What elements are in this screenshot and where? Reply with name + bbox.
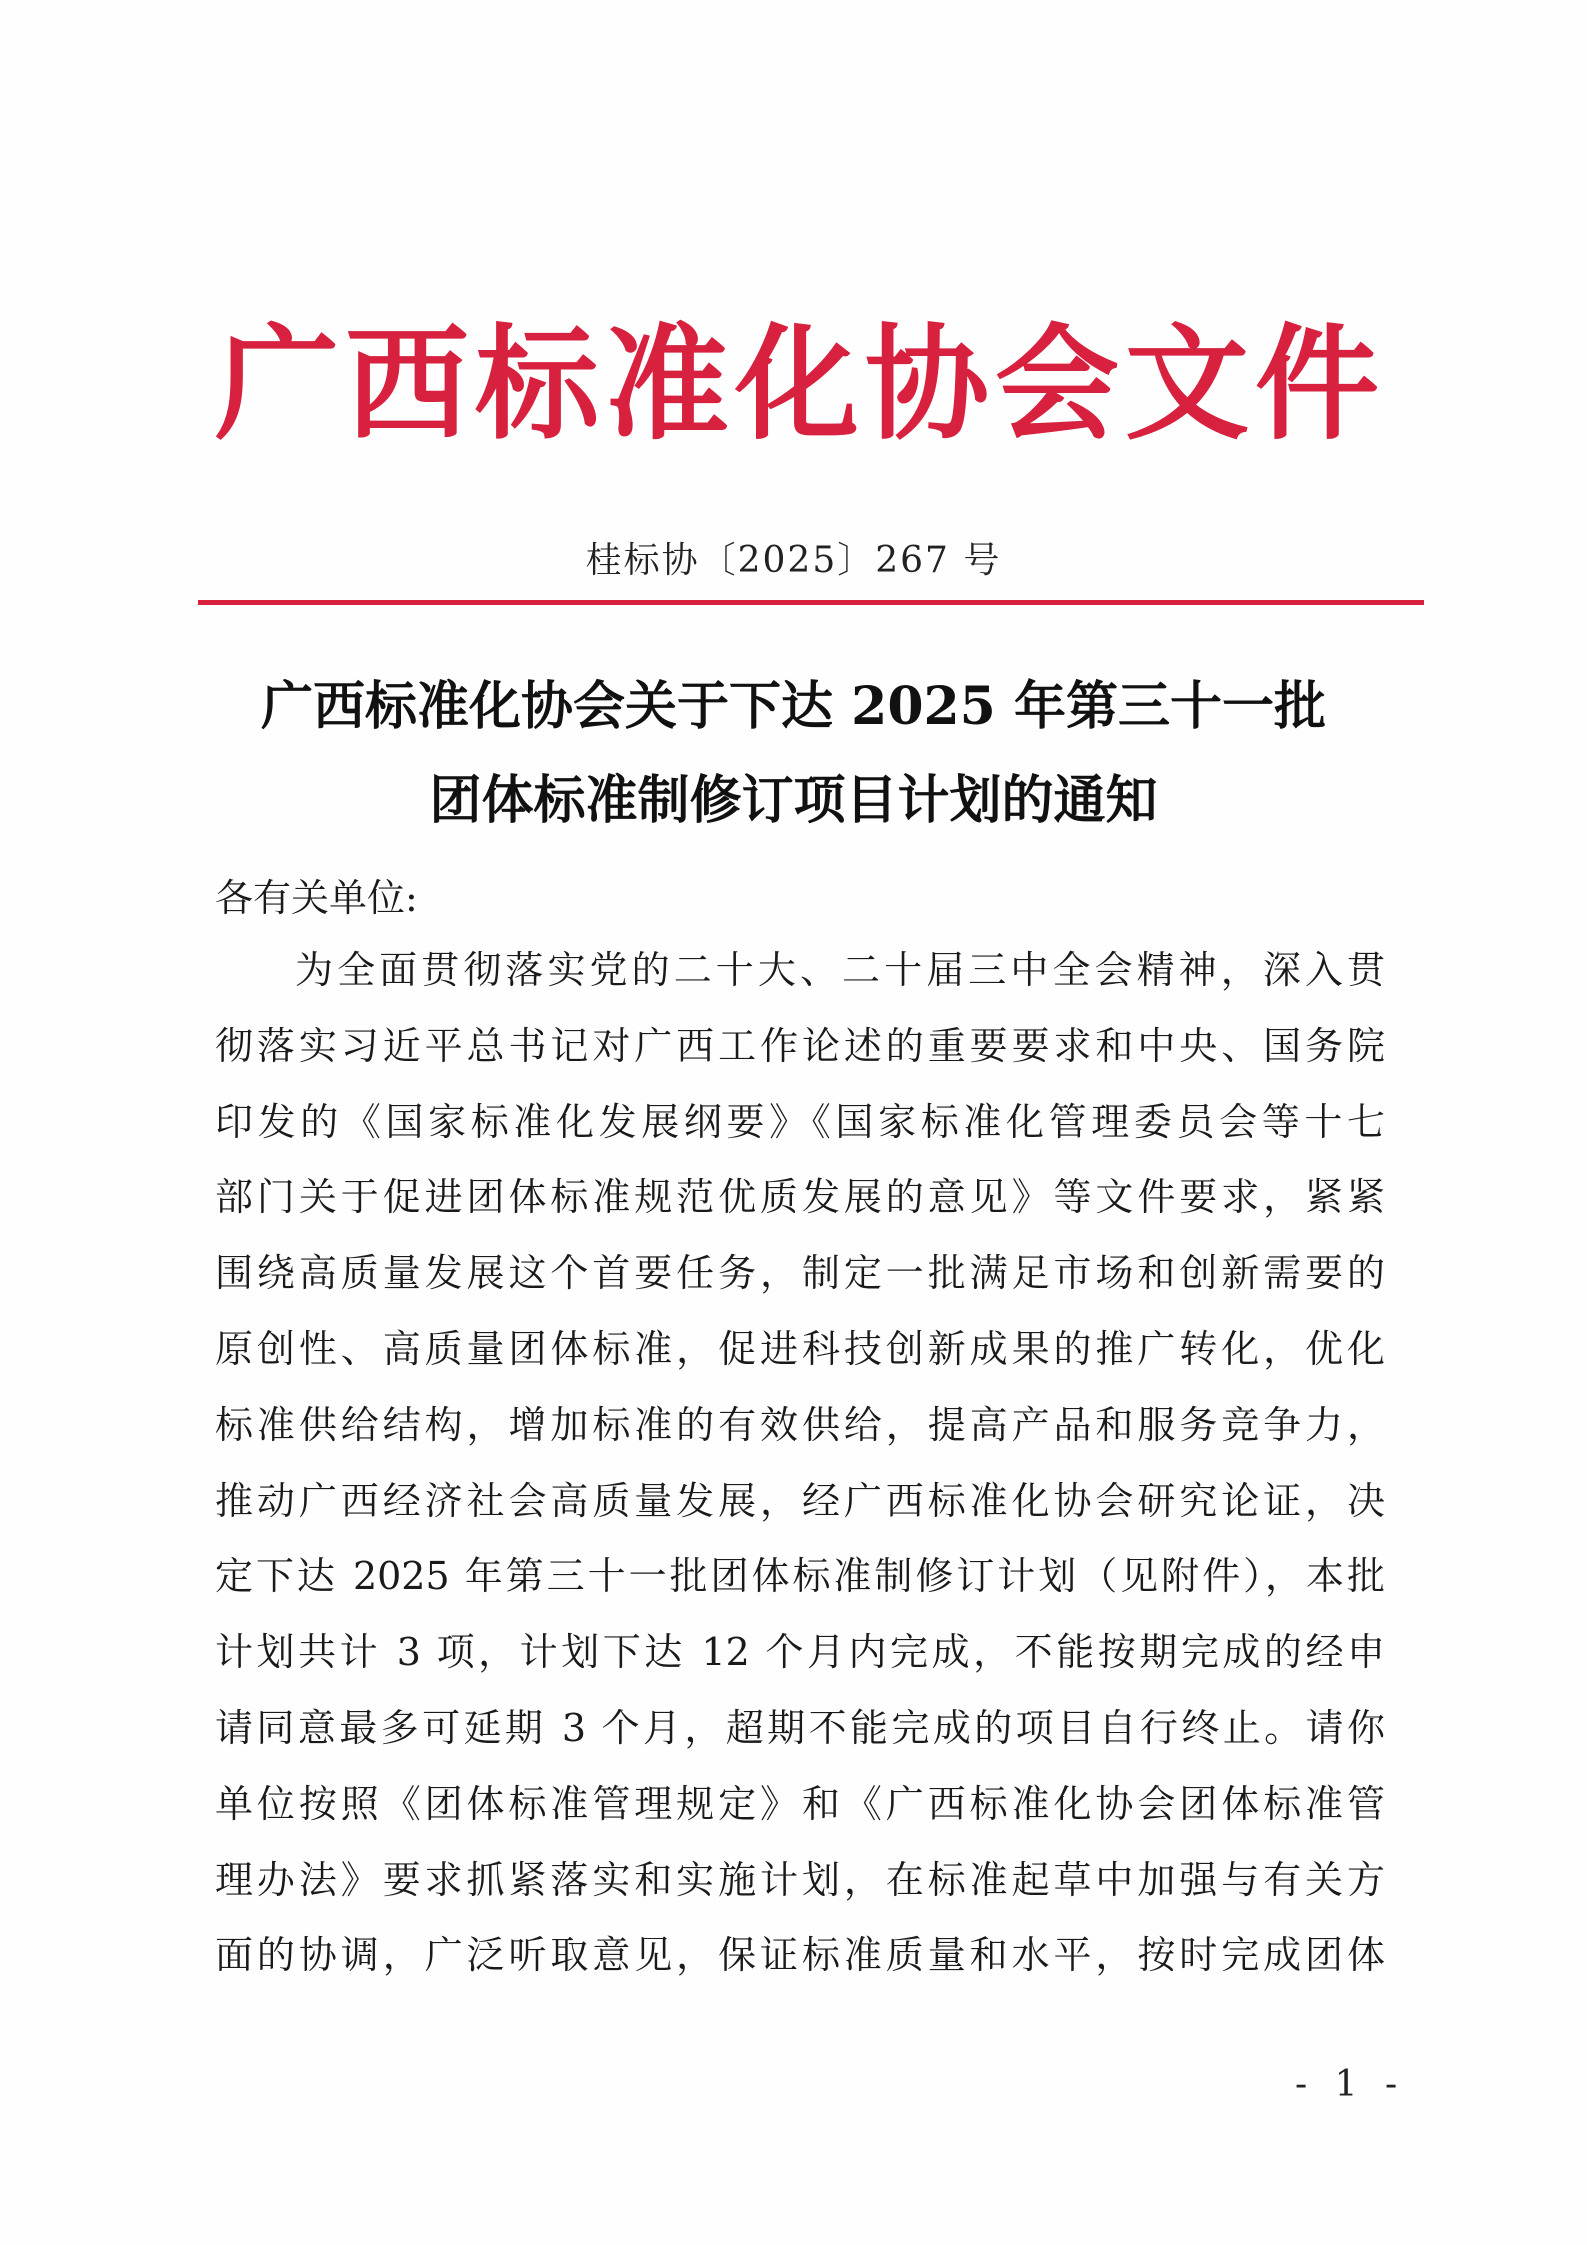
body-line: 印发的《国家标准化发展纲要》《国家标准化管理委员会等十七 [215, 1099, 1385, 1144]
notice-title [150, 660, 1437, 848]
body-line: 推动广西经济社会高质量发展，经广西标准化协会研究论证，决 [215, 1478, 1385, 1523]
red-divider-line [198, 600, 1424, 605]
body-line: 计划共计 3 项，计划下达 12 个月内完成，不能按期完成的经申 [215, 1630, 1385, 1675]
body-line: 定下达 2025 年第三十一批团体标准制修订计划（见附件），本批 [215, 1554, 1385, 1599]
body-line: 部门关于促进团体标准规范优质发展的意见》等文件要求，紧紧 [215, 1175, 1385, 1220]
body-line: 围绕高质量发展这个首要任务，制定一批满足市场和创新需要的 [215, 1251, 1385, 1296]
body-paragraph [215, 940, 1385, 2001]
masthead-title: 广西标准化协会文件 [214, 312, 1385, 457]
body-line: 为全面贯彻落实党的二十大、二十届三中全会精神，深入贯 [295, 948, 1385, 992]
body-line: 标准供给结构，增加标准的有效供给，提高产品和服务竞争力， [215, 1402, 1385, 1447]
body-line: 原创性、高质量团体标准，促进科技创新成果的推广转化，优化 [215, 1326, 1385, 1371]
body-line: 请同意最多可延期 3 个月，超期不能完成的项目自行终止。请你 [215, 1705, 1385, 1750]
page-number: - 1 - [1295, 2064, 1406, 2105]
body-line: 理办法》要求抓紧落实和实施计划，在标准起草中加强与有关方 [215, 1857, 1385, 1902]
body-line: 彻落实习近平总书记对广西工作论述的重要要求和中央、国务院 [215, 1023, 1385, 1068]
notice-title-line-2: 团体标准制修订项目计划的通知 [429, 770, 1158, 831]
notice-title-line-1: 广西标准化协会关于下达 2025 年第三十一批 [261, 676, 1326, 737]
body-line: 面的协调，广泛听取意见，保证标准质量和水平，按时完成团体 [215, 1933, 1385, 1978]
body-line: 单位按照《团体标准管理规定》和《广西标准化协会团体标准管 [215, 1781, 1385, 1826]
salutation: 各有关单位: [215, 876, 418, 920]
document-number: 桂标协〔2025〕267 号 [585, 540, 1002, 581]
